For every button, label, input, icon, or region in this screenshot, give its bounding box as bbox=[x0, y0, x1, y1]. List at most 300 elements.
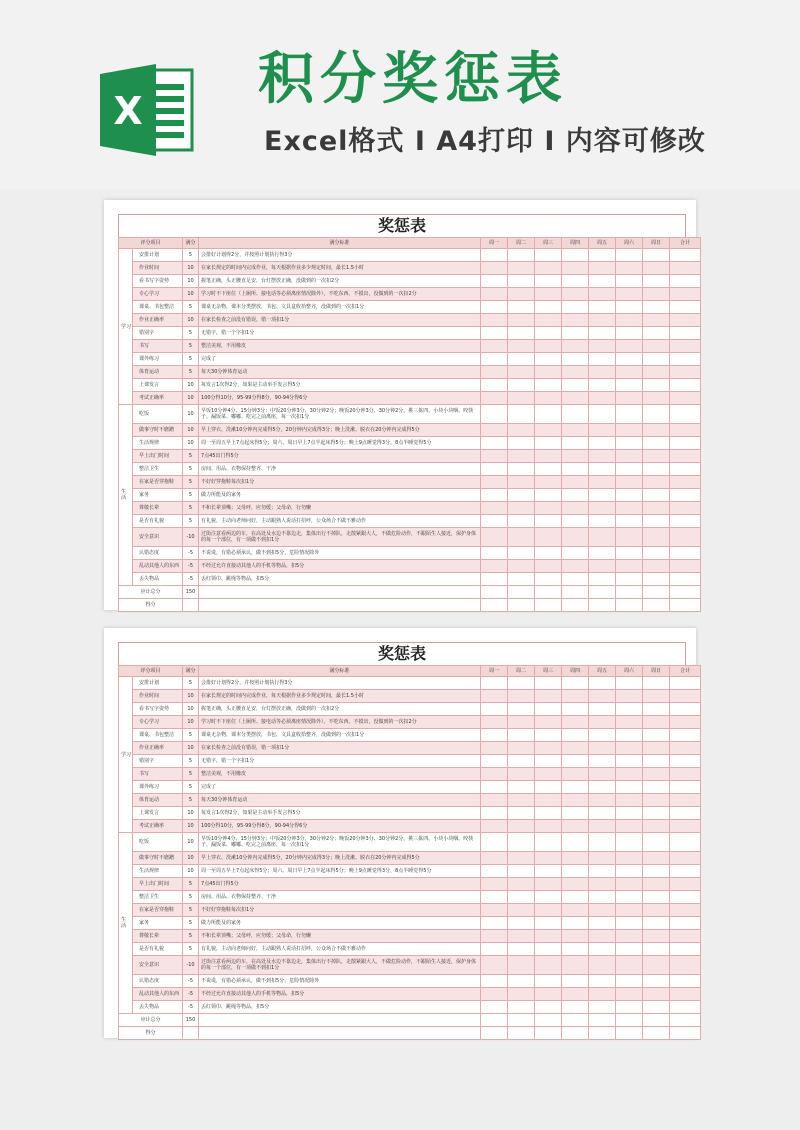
score-cell[interactable] bbox=[616, 405, 643, 424]
score-cell[interactable] bbox=[481, 502, 508, 515]
score-cell[interactable] bbox=[562, 904, 589, 917]
score-cell[interactable] bbox=[562, 852, 589, 865]
score-cell[interactable] bbox=[535, 586, 562, 599]
score-cell[interactable] bbox=[616, 424, 643, 437]
score-cell[interactable] bbox=[616, 716, 643, 729]
score-cell[interactable] bbox=[535, 975, 562, 988]
score-cell[interactable] bbox=[616, 833, 643, 852]
score-cell[interactable] bbox=[616, 599, 643, 612]
score-cell[interactable] bbox=[643, 878, 670, 891]
score-cell[interactable] bbox=[562, 340, 589, 353]
score-cell[interactable] bbox=[670, 930, 701, 943]
score-cell[interactable] bbox=[616, 807, 643, 820]
score-cell[interactable] bbox=[535, 768, 562, 781]
score-cell[interactable] bbox=[643, 807, 670, 820]
score-cell[interactable] bbox=[562, 716, 589, 729]
score-cell[interactable] bbox=[670, 489, 701, 502]
score-cell[interactable] bbox=[508, 560, 535, 573]
score-cell[interactable] bbox=[481, 956, 508, 975]
score-cell[interactable] bbox=[508, 878, 535, 891]
score-cell[interactable] bbox=[508, 677, 535, 690]
score-cell[interactable] bbox=[670, 405, 701, 424]
score-cell[interactable] bbox=[589, 262, 616, 275]
score-cell[interactable] bbox=[616, 794, 643, 807]
score-cell[interactable] bbox=[562, 528, 589, 547]
score-cell[interactable] bbox=[589, 502, 616, 515]
score-cell[interactable] bbox=[535, 904, 562, 917]
score-cell[interactable] bbox=[589, 249, 616, 262]
score-cell[interactable] bbox=[643, 437, 670, 450]
score-cell[interactable] bbox=[562, 1001, 589, 1014]
score-cell[interactable] bbox=[562, 262, 589, 275]
score-cell[interactable] bbox=[508, 729, 535, 742]
score-cell[interactable] bbox=[616, 1001, 643, 1014]
score-cell[interactable] bbox=[616, 891, 643, 904]
score-cell[interactable] bbox=[589, 891, 616, 904]
score-cell[interactable] bbox=[616, 768, 643, 781]
score-cell[interactable] bbox=[643, 262, 670, 275]
score-cell[interactable] bbox=[616, 917, 643, 930]
score-cell[interactable] bbox=[562, 943, 589, 956]
score-cell[interactable] bbox=[481, 392, 508, 405]
score-cell[interactable] bbox=[616, 463, 643, 476]
score-cell[interactable] bbox=[535, 379, 562, 392]
score-cell[interactable] bbox=[643, 528, 670, 547]
score-cell[interactable] bbox=[643, 1027, 670, 1040]
score-cell[interactable] bbox=[535, 833, 562, 852]
score-cell[interactable] bbox=[670, 1027, 701, 1040]
score-cell[interactable] bbox=[562, 703, 589, 716]
score-cell[interactable] bbox=[589, 917, 616, 930]
score-cell[interactable] bbox=[616, 742, 643, 755]
score-cell[interactable] bbox=[508, 768, 535, 781]
score-cell[interactable] bbox=[616, 476, 643, 489]
score-cell[interactable] bbox=[481, 690, 508, 703]
score-cell[interactable] bbox=[535, 1001, 562, 1014]
score-cell[interactable] bbox=[481, 988, 508, 1001]
score-cell[interactable] bbox=[643, 573, 670, 586]
score-cell[interactable] bbox=[616, 703, 643, 716]
score-cell[interactable] bbox=[670, 807, 701, 820]
score-cell[interactable] bbox=[589, 599, 616, 612]
score-cell[interactable] bbox=[616, 1014, 643, 1027]
score-cell[interactable] bbox=[481, 807, 508, 820]
score-cell[interactable] bbox=[589, 379, 616, 392]
score-cell[interactable] bbox=[508, 1027, 535, 1040]
score-cell[interactable] bbox=[589, 314, 616, 327]
score-cell[interactable] bbox=[481, 852, 508, 865]
score-cell[interactable] bbox=[481, 586, 508, 599]
score-cell[interactable] bbox=[508, 794, 535, 807]
score-cell[interactable] bbox=[481, 366, 508, 379]
score-cell[interactable] bbox=[535, 560, 562, 573]
score-cell[interactable] bbox=[535, 956, 562, 975]
score-cell[interactable] bbox=[616, 820, 643, 833]
score-cell[interactable] bbox=[670, 262, 701, 275]
score-cell[interactable] bbox=[562, 878, 589, 891]
score-cell[interactable] bbox=[562, 424, 589, 437]
score-cell[interactable] bbox=[670, 476, 701, 489]
score-cell[interactable] bbox=[508, 988, 535, 1001]
score-cell[interactable] bbox=[589, 988, 616, 1001]
score-cell[interactable] bbox=[670, 891, 701, 904]
score-cell[interactable] bbox=[589, 956, 616, 975]
score-cell[interactable] bbox=[643, 476, 670, 489]
score-cell[interactable] bbox=[643, 1001, 670, 1014]
score-cell[interactable] bbox=[643, 392, 670, 405]
score-cell[interactable] bbox=[589, 742, 616, 755]
score-cell[interactable] bbox=[670, 852, 701, 865]
score-cell[interactable] bbox=[535, 392, 562, 405]
score-cell[interactable] bbox=[535, 489, 562, 502]
score-cell[interactable] bbox=[508, 975, 535, 988]
score-cell[interactable] bbox=[535, 1014, 562, 1027]
score-cell[interactable] bbox=[508, 515, 535, 528]
score-cell[interactable] bbox=[670, 878, 701, 891]
score-cell[interactable] bbox=[508, 366, 535, 379]
score-cell[interactable] bbox=[562, 405, 589, 424]
score-cell[interactable] bbox=[562, 742, 589, 755]
score-cell[interactable] bbox=[535, 476, 562, 489]
score-cell[interactable] bbox=[508, 424, 535, 437]
score-cell[interactable] bbox=[508, 586, 535, 599]
score-cell[interactable] bbox=[589, 450, 616, 463]
score-cell[interactable] bbox=[616, 366, 643, 379]
score-cell[interactable] bbox=[616, 392, 643, 405]
score-cell[interactable] bbox=[508, 1001, 535, 1014]
score-cell[interactable] bbox=[562, 249, 589, 262]
score-cell[interactable] bbox=[508, 904, 535, 917]
score-cell[interactable] bbox=[535, 807, 562, 820]
score-cell[interactable] bbox=[535, 716, 562, 729]
score-cell[interactable] bbox=[508, 917, 535, 930]
score-cell[interactable] bbox=[508, 288, 535, 301]
score-cell[interactable] bbox=[199, 1027, 481, 1040]
score-cell[interactable] bbox=[535, 755, 562, 768]
score-cell[interactable] bbox=[670, 943, 701, 956]
score-cell[interactable] bbox=[199, 599, 481, 612]
score-cell[interactable] bbox=[616, 690, 643, 703]
score-cell[interactable] bbox=[670, 379, 701, 392]
score-cell[interactable] bbox=[643, 988, 670, 1001]
score-cell[interactable] bbox=[643, 781, 670, 794]
score-cell[interactable] bbox=[616, 547, 643, 560]
score-cell[interactable] bbox=[643, 288, 670, 301]
score-cell[interactable] bbox=[670, 450, 701, 463]
score-cell[interactable] bbox=[535, 424, 562, 437]
score-cell[interactable] bbox=[589, 437, 616, 450]
score-cell[interactable] bbox=[508, 405, 535, 424]
score-cell[interactable] bbox=[670, 288, 701, 301]
score-cell[interactable] bbox=[643, 366, 670, 379]
score-cell[interactable] bbox=[670, 327, 701, 340]
score-cell[interactable] bbox=[643, 314, 670, 327]
score-cell[interactable] bbox=[562, 301, 589, 314]
score-cell[interactable] bbox=[562, 560, 589, 573]
score-cell[interactable] bbox=[535, 528, 562, 547]
score-cell[interactable] bbox=[562, 392, 589, 405]
score-cell[interactable] bbox=[670, 275, 701, 288]
score-cell[interactable] bbox=[508, 703, 535, 716]
score-cell[interactable] bbox=[616, 437, 643, 450]
score-cell[interactable] bbox=[481, 1014, 508, 1027]
score-cell[interactable] bbox=[508, 379, 535, 392]
score-cell[interactable] bbox=[643, 560, 670, 573]
score-cell[interactable] bbox=[643, 930, 670, 943]
score-cell[interactable] bbox=[481, 379, 508, 392]
score-cell[interactable] bbox=[562, 476, 589, 489]
score-cell[interactable] bbox=[616, 262, 643, 275]
score-cell[interactable] bbox=[670, 366, 701, 379]
score-cell[interactable] bbox=[643, 820, 670, 833]
score-cell[interactable] bbox=[481, 424, 508, 437]
score-cell[interactable] bbox=[643, 1014, 670, 1027]
score-cell[interactable] bbox=[481, 930, 508, 943]
score-cell[interactable] bbox=[481, 288, 508, 301]
score-cell[interactable] bbox=[643, 327, 670, 340]
score-cell[interactable] bbox=[670, 755, 701, 768]
score-cell[interactable] bbox=[535, 865, 562, 878]
score-cell[interactable] bbox=[589, 755, 616, 768]
score-cell[interactable] bbox=[481, 515, 508, 528]
score-cell[interactable] bbox=[562, 930, 589, 943]
score-cell[interactable] bbox=[481, 917, 508, 930]
score-cell[interactable] bbox=[643, 249, 670, 262]
score-cell[interactable] bbox=[643, 340, 670, 353]
score-cell[interactable] bbox=[589, 392, 616, 405]
score-cell[interactable] bbox=[535, 690, 562, 703]
score-cell[interactable] bbox=[616, 878, 643, 891]
score-cell[interactable] bbox=[481, 878, 508, 891]
score-cell[interactable] bbox=[535, 781, 562, 794]
score-cell[interactable] bbox=[643, 975, 670, 988]
score-cell[interactable] bbox=[562, 327, 589, 340]
score-cell[interactable] bbox=[508, 807, 535, 820]
score-cell[interactable] bbox=[589, 405, 616, 424]
score-cell[interactable] bbox=[562, 353, 589, 366]
score-cell[interactable] bbox=[481, 865, 508, 878]
score-cell[interactable] bbox=[670, 677, 701, 690]
score-cell[interactable] bbox=[481, 768, 508, 781]
score-cell[interactable] bbox=[535, 450, 562, 463]
score-cell[interactable] bbox=[589, 781, 616, 794]
score-cell[interactable] bbox=[481, 314, 508, 327]
score-cell[interactable] bbox=[616, 729, 643, 742]
score-cell[interactable] bbox=[616, 275, 643, 288]
score-cell[interactable] bbox=[508, 833, 535, 852]
score-cell[interactable] bbox=[670, 547, 701, 560]
score-cell[interactable] bbox=[508, 716, 535, 729]
score-cell[interactable] bbox=[562, 379, 589, 392]
score-cell[interactable] bbox=[562, 1014, 589, 1027]
score-cell[interactable] bbox=[508, 865, 535, 878]
score-cell[interactable] bbox=[535, 288, 562, 301]
score-cell[interactable] bbox=[616, 340, 643, 353]
score-cell[interactable] bbox=[562, 489, 589, 502]
score-cell[interactable] bbox=[508, 437, 535, 450]
score-cell[interactable] bbox=[670, 424, 701, 437]
score-cell[interactable] bbox=[535, 366, 562, 379]
score-cell[interactable] bbox=[616, 930, 643, 943]
score-cell[interactable] bbox=[508, 755, 535, 768]
score-cell[interactable] bbox=[616, 327, 643, 340]
score-cell[interactable] bbox=[481, 528, 508, 547]
score-cell[interactable] bbox=[643, 379, 670, 392]
score-cell[interactable] bbox=[535, 353, 562, 366]
score-cell[interactable] bbox=[481, 729, 508, 742]
score-cell[interactable] bbox=[589, 807, 616, 820]
score-cell[interactable] bbox=[616, 904, 643, 917]
score-cell[interactable] bbox=[481, 1001, 508, 1014]
score-cell[interactable] bbox=[562, 450, 589, 463]
score-cell[interactable] bbox=[562, 988, 589, 1001]
score-cell[interactable] bbox=[670, 249, 701, 262]
score-cell[interactable] bbox=[670, 392, 701, 405]
score-cell[interactable] bbox=[481, 742, 508, 755]
score-cell[interactable] bbox=[481, 781, 508, 794]
score-cell[interactable] bbox=[589, 1014, 616, 1027]
score-cell[interactable] bbox=[670, 586, 701, 599]
score-cell[interactable] bbox=[670, 833, 701, 852]
score-cell[interactable] bbox=[643, 515, 670, 528]
score-cell[interactable] bbox=[589, 340, 616, 353]
score-cell[interactable] bbox=[589, 677, 616, 690]
score-cell[interactable] bbox=[616, 573, 643, 586]
score-cell[interactable] bbox=[562, 807, 589, 820]
score-cell[interactable] bbox=[643, 353, 670, 366]
score-cell[interactable] bbox=[670, 768, 701, 781]
score-cell[interactable] bbox=[481, 755, 508, 768]
score-cell[interactable] bbox=[670, 314, 701, 327]
score-cell[interactable] bbox=[616, 353, 643, 366]
score-cell[interactable] bbox=[616, 781, 643, 794]
score-cell[interactable] bbox=[562, 917, 589, 930]
score-cell[interactable] bbox=[616, 560, 643, 573]
score-cell[interactable] bbox=[643, 275, 670, 288]
score-cell[interactable] bbox=[643, 833, 670, 852]
score-cell[interactable] bbox=[562, 275, 589, 288]
score-cell[interactable] bbox=[508, 340, 535, 353]
score-cell[interactable] bbox=[670, 975, 701, 988]
score-cell[interactable] bbox=[481, 703, 508, 716]
score-cell[interactable] bbox=[562, 366, 589, 379]
score-cell[interactable] bbox=[643, 865, 670, 878]
score-cell[interactable] bbox=[535, 988, 562, 1001]
score-cell[interactable] bbox=[535, 301, 562, 314]
score-cell[interactable] bbox=[481, 547, 508, 560]
score-cell[interactable] bbox=[535, 1027, 562, 1040]
score-cell[interactable] bbox=[535, 573, 562, 586]
score-cell[interactable] bbox=[589, 794, 616, 807]
score-cell[interactable] bbox=[616, 852, 643, 865]
score-cell[interactable] bbox=[670, 956, 701, 975]
score-cell[interactable] bbox=[670, 988, 701, 1001]
score-cell[interactable] bbox=[589, 463, 616, 476]
score-cell[interactable] bbox=[562, 794, 589, 807]
score-cell[interactable] bbox=[508, 930, 535, 943]
score-cell[interactable] bbox=[562, 690, 589, 703]
score-cell[interactable] bbox=[535, 275, 562, 288]
score-cell[interactable] bbox=[481, 262, 508, 275]
score-cell[interactable] bbox=[589, 716, 616, 729]
score-cell[interactable] bbox=[616, 314, 643, 327]
score-cell[interactable] bbox=[508, 502, 535, 515]
score-cell[interactable] bbox=[481, 476, 508, 489]
score-cell[interactable] bbox=[508, 781, 535, 794]
score-cell[interactable] bbox=[589, 820, 616, 833]
score-cell[interactable] bbox=[670, 301, 701, 314]
score-cell[interactable] bbox=[643, 917, 670, 930]
score-cell[interactable] bbox=[508, 249, 535, 262]
score-cell[interactable] bbox=[643, 755, 670, 768]
score-cell[interactable] bbox=[562, 833, 589, 852]
score-cell[interactable] bbox=[562, 768, 589, 781]
score-cell[interactable] bbox=[562, 820, 589, 833]
score-cell[interactable] bbox=[508, 275, 535, 288]
score-cell[interactable] bbox=[562, 781, 589, 794]
score-cell[interactable] bbox=[670, 573, 701, 586]
score-cell[interactable] bbox=[670, 742, 701, 755]
score-cell[interactable] bbox=[562, 502, 589, 515]
score-cell[interactable] bbox=[508, 450, 535, 463]
score-cell[interactable] bbox=[535, 930, 562, 943]
score-cell[interactable] bbox=[670, 865, 701, 878]
score-cell[interactable] bbox=[589, 729, 616, 742]
score-cell[interactable] bbox=[481, 677, 508, 690]
score-cell[interactable] bbox=[562, 729, 589, 742]
score-cell[interactable] bbox=[481, 450, 508, 463]
score-cell[interactable] bbox=[481, 573, 508, 586]
score-cell[interactable] bbox=[616, 586, 643, 599]
score-cell[interactable] bbox=[508, 943, 535, 956]
score-cell[interactable] bbox=[562, 288, 589, 301]
score-cell[interactable] bbox=[589, 586, 616, 599]
score-cell[interactable] bbox=[535, 820, 562, 833]
score-cell[interactable] bbox=[481, 301, 508, 314]
score-cell[interactable] bbox=[589, 943, 616, 956]
score-cell[interactable] bbox=[616, 975, 643, 988]
score-cell[interactable] bbox=[481, 891, 508, 904]
score-cell[interactable] bbox=[589, 865, 616, 878]
score-cell[interactable] bbox=[643, 943, 670, 956]
score-cell[interactable] bbox=[508, 891, 535, 904]
score-cell[interactable] bbox=[535, 891, 562, 904]
score-cell[interactable] bbox=[670, 716, 701, 729]
score-cell[interactable] bbox=[670, 353, 701, 366]
score-cell[interactable] bbox=[481, 327, 508, 340]
score-cell[interactable] bbox=[508, 301, 535, 314]
score-cell[interactable] bbox=[589, 301, 616, 314]
score-cell[interactable] bbox=[616, 865, 643, 878]
score-cell[interactable] bbox=[670, 437, 701, 450]
score-cell[interactable] bbox=[643, 904, 670, 917]
score-cell[interactable] bbox=[562, 314, 589, 327]
score-cell[interactable] bbox=[562, 891, 589, 904]
score-cell[interactable] bbox=[535, 327, 562, 340]
score-cell[interactable] bbox=[616, 489, 643, 502]
score-cell[interactable] bbox=[481, 249, 508, 262]
score-cell[interactable] bbox=[616, 528, 643, 547]
score-cell[interactable] bbox=[616, 515, 643, 528]
score-cell[interactable] bbox=[562, 865, 589, 878]
score-cell[interactable] bbox=[616, 943, 643, 956]
score-cell[interactable] bbox=[481, 904, 508, 917]
score-cell[interactable] bbox=[589, 353, 616, 366]
score-cell[interactable] bbox=[535, 437, 562, 450]
score-cell[interactable] bbox=[562, 755, 589, 768]
score-cell[interactable] bbox=[670, 820, 701, 833]
score-cell[interactable] bbox=[508, 392, 535, 405]
